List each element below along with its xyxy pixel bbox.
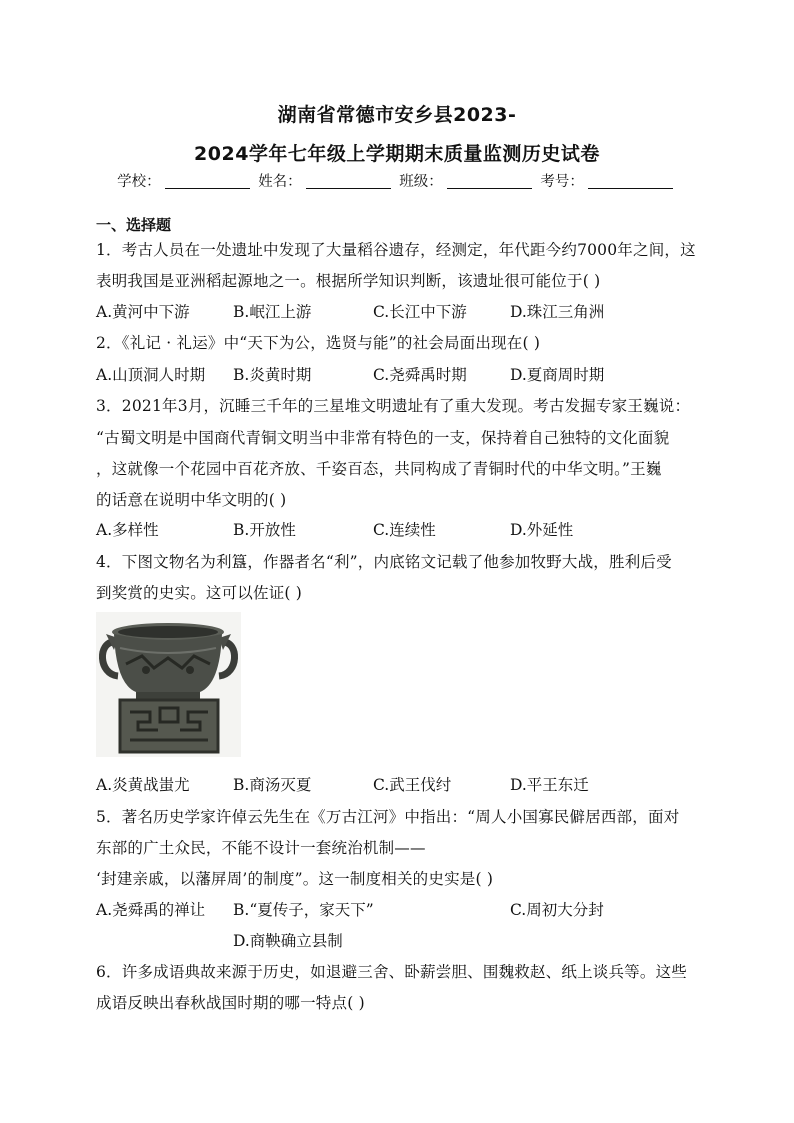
q1-line-1: 1．考古人员在一处遗址中发现了大量稻谷遗存，经测定，年代距今约7000年之间，这 [96, 241, 696, 259]
q4-option-d[interactable]: D.平王东迁 [510, 776, 589, 794]
q2-option-c[interactable]: C.尧舜禹时期 [373, 366, 467, 384]
q5-line-3: ‘封建亲戚，以藩屏周’的制度”。这一制度相关的史实是( ) [96, 870, 494, 888]
exam-number-blank[interactable] [588, 174, 673, 189]
name-label: 姓名： [258, 174, 302, 190]
section-title: 一、选择题 [96, 216, 172, 234]
q5-option-d[interactable]: D.商鞅确立县制 [233, 932, 343, 950]
q3-option-d[interactable]: D.外延性 [510, 521, 574, 539]
li-gui-bronze-vessel-image [96, 612, 241, 757]
class-blank[interactable] [447, 174, 532, 189]
q1-line-2: 表明我国是亚洲稻起源地之一。根据所学知识判断，该遗址很可能位于( ) [96, 272, 601, 290]
q1-option-a[interactable]: A.黄河中下游 [96, 303, 190, 321]
q1-option-c[interactable]: C.长江中下游 [373, 303, 467, 321]
exam-number-label: 考号： [540, 174, 584, 190]
q4-option-b[interactable]: B.商汤灭夏 [233, 776, 312, 794]
q2-option-d[interactable]: D.夏商周时期 [510, 366, 605, 384]
q3-line-4: 的话意在说明中华文明的( ) [96, 491, 287, 509]
name-blank[interactable] [306, 174, 391, 189]
school-blank[interactable] [165, 174, 250, 189]
q3-option-b[interactable]: B.开放性 [233, 521, 296, 539]
q3-line-1: 3．2021年3月，沉睡三千年的三星堆文明遗址有了重大发现。考古发掘专家王巍说： [96, 397, 691, 415]
q2-option-a[interactable]: A.山顶洞人时期 [96, 366, 206, 384]
q1-option-b[interactable]: B.岷江上游 [233, 303, 312, 321]
q4-line-1: 4．下图文物名为利簋，作器者名“利”，内底铭文记载了他参加牧野大战，胜利后受 [96, 553, 672, 571]
q1-option-d[interactable]: D.珠江三角洲 [510, 303, 605, 321]
q6-line-2: 成语反映出春秋战国时期的哪一特点( ) [96, 994, 365, 1012]
student-info-row [0, 170, 794, 191]
q6-line-1: 6．许多成语典故来源于历史，如退避三舍、卧薪尝胆、围魏救赵、纸上谈兵等。这些 [96, 963, 687, 981]
exam-title-line-1: 湖南省常德市安乡县2023- [277, 104, 517, 126]
q3-option-c[interactable]: C.连续性 [373, 521, 436, 539]
q5-line-1: 5．著名历史学家许倬云先生在《万古江河》中指出：“周人小国寡民僻居西部，面对 [96, 808, 680, 826]
q3-option-a[interactable]: A.多样性 [96, 521, 159, 539]
q5-line-2: 东部的广土众民，不能不设计一套统治机制—— [96, 839, 426, 857]
q5-option-c[interactable]: C.周初大分封 [510, 901, 604, 919]
q2-line-1: 2．《礼记 · 礼运》中“天下为公，选贤与能”的社会局面出现在( ) [96, 334, 541, 352]
q5-option-a[interactable]: A.尧舜禹的禅让 [96, 901, 206, 919]
class-label: 班级： [399, 174, 443, 190]
q2-option-b[interactable]: B.炎黄时期 [233, 366, 312, 384]
exam-title-line-2: 2024学年七年级上学期期末质量监测历史试卷 [194, 143, 600, 165]
q4-line-2: 到奖赏的史实。这可以佐证( ) [96, 584, 303, 602]
q5-option-b[interactable]: B.“夏传子，家天下” [233, 901, 374, 919]
q4-option-c[interactable]: C.武王伐纣 [373, 776, 452, 794]
q4-option-a[interactable]: A.炎黄战蚩尤 [96, 776, 190, 794]
q3-line-3: ，这就像一个花园中百花齐放、千姿百态，共同构成了青铜时代的中华文明。”王巍 [96, 460, 662, 478]
school-label: 学校： [117, 174, 161, 190]
q3-line-2: “古蜀文明是中国商代青铜文明当中非常有特色的一支，保持着自己独特的文化面貌 [96, 429, 670, 447]
